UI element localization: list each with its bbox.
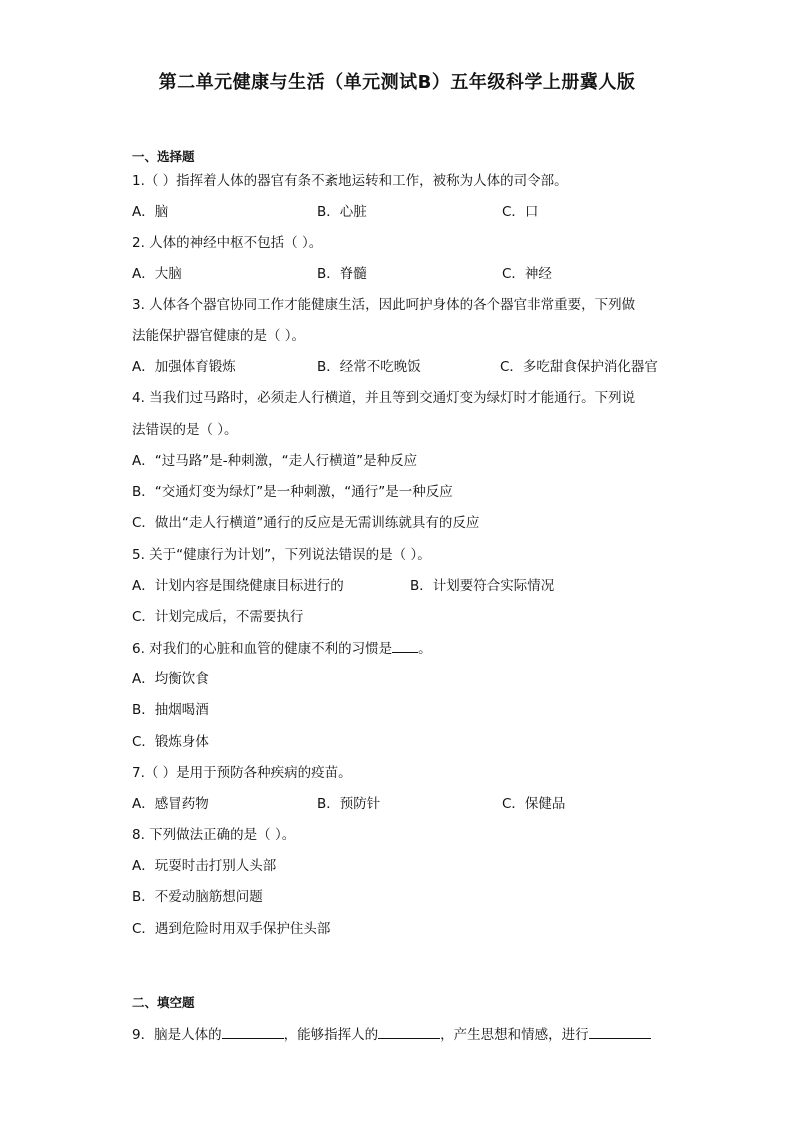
question-3-stem-line2: 法能保护器官健康的是（ ）。 bbox=[132, 328, 306, 344]
question-6-option-b[interactable]: B．抽烟喝酒 bbox=[132, 702, 209, 718]
question-9-stem bbox=[132, 1024, 651, 1045]
question-2-option-a[interactable]: A．大脑 bbox=[132, 266, 182, 282]
question-3-option-b[interactable]: B．经常不吃晚饭 bbox=[317, 359, 421, 375]
question-1-option-b[interactable]: B．心脏 bbox=[317, 204, 367, 220]
question-8-option-b[interactable]: B．不爱动脑筋想问题 bbox=[132, 889, 263, 905]
question-3-option-a[interactable]: A．加强体育锻炼 bbox=[132, 359, 236, 375]
question-8-option-c[interactable]: C．遇到危险时用双手保护住头部 bbox=[132, 921, 331, 937]
section-choice-heading: 一、选择题 bbox=[132, 149, 195, 164]
question-9-blank-3[interactable] bbox=[589, 1024, 651, 1039]
question-5-stem: 5. 关于“健康行为计划”，下列说法错误的是（ ）。 bbox=[132, 547, 431, 563]
question-4-option-c[interactable]: C．做出“走人行横道”通行的反应是无需训练就具有的反应 bbox=[132, 515, 480, 531]
question-5-option-b[interactable]: B．计划要符合实际情况 bbox=[410, 578, 555, 594]
question-1-option-a[interactable]: A．脑 bbox=[132, 204, 169, 220]
question-5-option-c[interactable]: C．计划完成后，不需要执行 bbox=[132, 609, 304, 625]
question-1-option-c[interactable]: C．口 bbox=[502, 204, 539, 220]
question-9-text-3: ，产生思想和情感，进行 bbox=[440, 1027, 589, 1043]
question-7-option-c[interactable]: C．保健品 bbox=[502, 796, 566, 812]
question-5-option-a[interactable]: A．计划内容是围绕健康目标进行的 bbox=[132, 578, 344, 594]
question-9-text-1: 9．脑是人体的 bbox=[132, 1027, 222, 1043]
question-2-stem: 2. 人体的神经中枢不包括（ ）。 bbox=[132, 235, 323, 251]
question-7-option-b[interactable]: B．预防针 bbox=[317, 796, 381, 812]
question-9-blank-2[interactable] bbox=[378, 1024, 440, 1039]
section-fill-heading: 二、填空题 bbox=[132, 995, 195, 1010]
question-1-stem: 1.（ ）指挥着人体的器官有条不紊地运转和工作，被称为人体的司令部。 bbox=[132, 173, 568, 189]
page-title: 第二单元健康与生活（单元测试B）五年级科学上册冀人版 bbox=[158, 72, 636, 93]
question-6-option-a[interactable]: A．均衡饮食 bbox=[132, 671, 209, 687]
question-7-option-a[interactable]: A．感冒药物 bbox=[132, 796, 209, 812]
question-8-option-a[interactable]: A．玩耍时击打别人头部 bbox=[132, 858, 277, 874]
question-2-option-c[interactable]: C．神经 bbox=[502, 266, 552, 282]
question-3-option-c[interactable]: C．多吃甜食保护消化器官 bbox=[500, 359, 658, 375]
question-4-stem-line1: 4. 当我们过马路时，必须走人行横道，并且等到交通灯变为绿灯时才能通行。下列说 bbox=[132, 390, 636, 406]
question-7-stem: 7.（ ）是用于预防各种疾病的疫苗。 bbox=[132, 765, 352, 781]
question-9-blank-1[interactable] bbox=[222, 1024, 284, 1039]
question-3-stem-line1: 3. 人体各个器官协同工作才能健康生活，因此呵护身体的各个器官非常重要，下列做 bbox=[132, 297, 636, 313]
question-4-option-b[interactable]: B．“交通灯变为绿灯”是一种刺激，“通行”是一种反应 bbox=[132, 484, 453, 500]
question-6-option-c[interactable]: C．锻炼身体 bbox=[132, 734, 209, 750]
question-6-stem-end: 。 bbox=[418, 641, 432, 657]
question-9-text-2: ，能够指挥人的 bbox=[283, 1027, 379, 1043]
question-4-stem-line2: 法错误的是（ ）。 bbox=[132, 422, 238, 438]
question-2-option-b[interactable]: B．脊髓 bbox=[317, 266, 367, 282]
question-4-option-a[interactable]: A．“过马路”是-种刺激，“走人行横道”是种反应 bbox=[132, 453, 418, 469]
question-6-stem-text: 6. 对我们的心脏和血管的健康不利的习惯是 bbox=[132, 641, 393, 657]
question-6-stem bbox=[132, 638, 432, 659]
question-8-stem: 8. 下列做法正确的是（ ）。 bbox=[132, 827, 296, 843]
question-6-answer-blank[interactable] bbox=[392, 638, 418, 653]
